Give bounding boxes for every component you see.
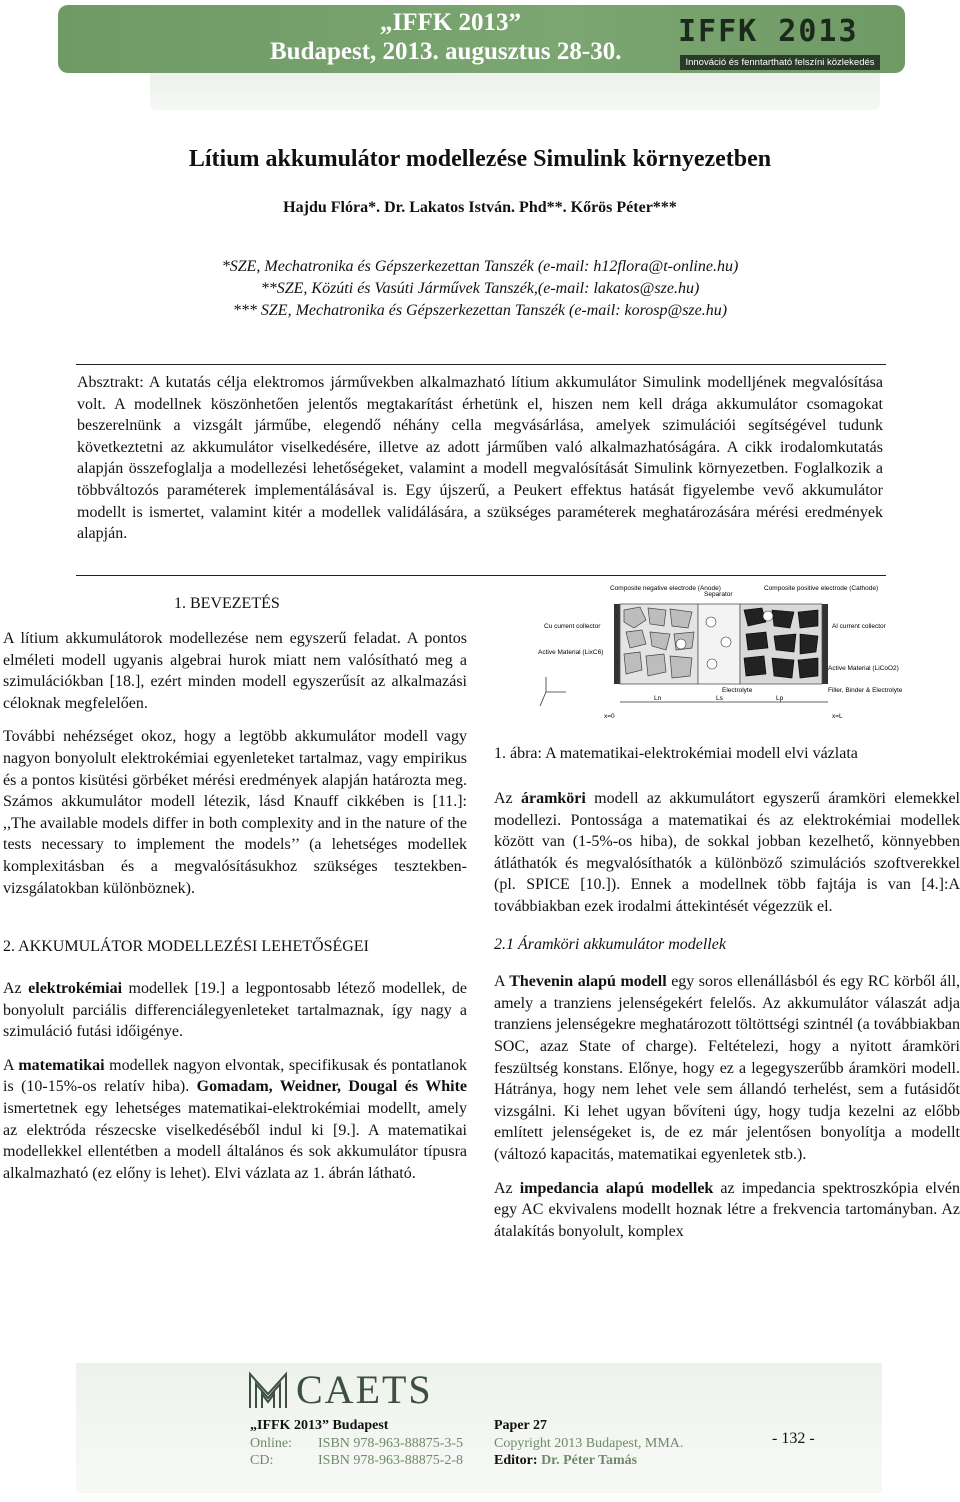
label-cathode: Composite positive electrode (Cathode)	[764, 585, 879, 592]
label-ln: Ln	[654, 695, 662, 702]
affiliation-1: *SZE, Mechatronika és Gépszerkezettan Tanszék (e-mail: h12flora@t-online.hu)	[221, 258, 739, 275]
cathode-particles	[744, 608, 818, 678]
footer-paper: Paper 27	[494, 1418, 548, 1433]
mathematical-paragraph: A matematikai modellek nagyon elvontak, specifikusak és pontatlanok is (10-15%-os relatív hiba). Gomadam, Weidner, Dougal és White ismertetnek egy lehetséges matematikai-elektrokémiai modellt, amely az elektróda részecske viselkedéséből indul ki [9.]. A matematikai modellekkel ellentétben a modell általános és sok akkumulátor típusra alkalmazható (ez előny is lehet). Elvi vázlata az 1. ábrán látható.	[3, 1056, 468, 1182]
caets-logo	[246, 1366, 476, 1416]
affiliation-3: *** SZE, Mechatronika és Gépszerkezettan Tanszék (e-mail: korosp@sze.hu)	[232, 302, 728, 319]
footer-band	[76, 1363, 882, 1493]
thevenin-paragraph: A Thevenin alapú modell egy soros ellenállásból és egy RC körből áll, amely a tranziens jelenségekért felelős. Az akkumulátor válaszát adja tranziens jelenségekre meghatározott töltöttségi szintnél (a továbbiakban SOC, azaz State of charge). Feltételezi, hogy a nyitott áramköri feszültség konstans. Előnye, hogy ez a legegyszerűbb áramköri modell. Hátránya, hogy nem lehet vele sem állandó terhelést, sem a futásidőt vizsgálni. Ki lehet ugyan bővíteni úgy, hogy tudja kezelni az előbb említett jelenségeket is, de ez már jelentősen bonyolítja a modellt (változó kapacitás, matematikai egyenletek stb.).	[494, 973, 960, 1163]
label-separator: Separator	[704, 591, 733, 598]
caets-emblem	[246, 1368, 290, 1412]
logo-text: IFFK 2013	[678, 14, 859, 49]
electrochemical-paragraph: Az elektrokémiai modellek [19.] a legpontosabb létező modellek, de bonyolult parciális differenciálegyenleteket tartalmaznak, így nagy a szimuláció futási időigénye.	[3, 980, 468, 1041]
label-active-pos: Active Material (LiCoO2)	[828, 665, 899, 672]
label-x0: x=0	[604, 713, 615, 720]
label-cu-collector: Cu current collector	[544, 623, 601, 630]
affiliation-2: **SZE, Közúti és Vasúti Járművek Tanszék,(e-mail: lakatos@sze.hu)	[260, 280, 700, 297]
paper-title: Lítium akkumulátor modellezése Simulink környezetben	[188, 146, 772, 172]
footer-online: Online: ISBN 978-963-88875-3-5	[250, 1436, 464, 1451]
label-active-neg: Active Material (LixC6)	[538, 649, 604, 656]
label-al-collector: Al current collector	[832, 623, 886, 630]
left-column-part1	[3, 628, 467, 911]
footer-conference: „IFFK 2013” Budapest	[250, 1418, 389, 1433]
conference-date: Budapest, 2013. augusztus 28-30.	[270, 38, 622, 65]
conference-title: „IFFK 2013”	[380, 9, 521, 36]
separator-region	[698, 604, 740, 684]
cu-collector-bar	[614, 604, 620, 684]
subsection-2-1-title: 2.1 Áramköri akkumulátor modellek	[494, 935, 726, 953]
term-mathematical: matematikai	[18, 1056, 105, 1074]
label-ls: Ls	[716, 695, 723, 702]
term-circuit: áramköri	[520, 790, 586, 807]
paper-authors: Hajdu Flóra*. Dr. Lakatos István. Phd**. Kőrös Péter***	[283, 199, 677, 216]
abstract-top-rule	[76, 364, 886, 365]
logo-subtitle: Innováció és fenntartható felszíni közlekedés	[680, 55, 880, 70]
al-collector-bar	[822, 604, 828, 684]
figure-1-caption: 1. ábra: A matematikai-elektrokémiai modell elvi vázlata	[494, 745, 858, 762]
footer-copyright: Copyright 2013 Budapest, MMA.	[494, 1436, 684, 1451]
label-electrolyte: Electrolyte	[722, 687, 753, 694]
right-column	[494, 788, 960, 1254]
label-lp: Lp	[776, 695, 784, 702]
section-1-title: 1. BEVEZETÉS	[174, 595, 280, 612]
authors-gomadam: Gomadam, Weidner, Dougal és White	[196, 1078, 467, 1096]
label-anode: Composite negative electrode (Anode)	[610, 585, 721, 592]
left-column-part2	[3, 978, 467, 1196]
intro-paragraph-2: További nehézséget okoz, hogy a legtöbb akkumulátor modell vagy nagyon bonyolult elektrokémiai egyenleteket tartalmaz, vagy empirikus és a pontos kisütési görbéket mérési eredmények alapján határozta meg. Számos akkumulátor modell létezik, lásd Knauff cikkében is [11.]: ,,The available models differ in both complexity and in the nature of the tests necessary to implement the models’’ (a lehetséges modellek komplexitásban és a megvalósításukhoz szükséges tesztekben-vizsgálatokban különböznek).	[3, 728, 467, 897]
intro-paragraph-1: A lítium akkumulátorok modellezése nem egyszerű feladat. A pontos elméleti modell ugyanis algebrai hurok miatt nem valósítható meg a szimulációkban [18.], ezért minden modell egyszerűsít az alkalmazási céloknak megfelelően.	[3, 630, 467, 712]
term-impedance: impedancia alapú modellek	[519, 1179, 714, 1197]
footer-cd: CD: ISBN 978-963-88875-2-8	[250, 1453, 464, 1468]
page-number: - 132 -	[772, 1430, 815, 1447]
circuit-model-paragraph: Az áramköri modell az akkumulátort egyszerű áramköri elemekkel modellezi. Pontossága a matematikai és az elektrokémiai modellek között van (1-5%-os hiba), de sokkal jobban kezelhető, könnyebben átláthatók és megvalósíthatók a különböző szimulációs szoftverekkel (pl. SPICE [10.]). Ennek a modellnek több fajtája is van [4.]:A továbbiakban ezek irodalmi áttekintését végezzük el.	[494, 790, 960, 915]
electrochemical-model-figure	[536, 582, 903, 724]
z-arrow	[540, 692, 546, 706]
section-2-title: 2. AKKUMULÁTOR MODELLEZÉSI LEHETŐSÉGEI	[3, 938, 369, 955]
abstract: Absztrakt: A kutatás célja elektromos járművekben alkalmazható lítium akkumulátor Simulink modelljének megvalósítása volt. A modellnek köszönhetően jelentős megtakarítást érhetünk el, hiszen nem kell drága akkumulátor csomagokat beszerelnünk a vizsgált járműbe, elegendő néhány cella megvásárlása, amelyek szimulációi segítségével tudunk következtetni az akkumulátor viselkedésére, illetve az adott járműben való alkalmazhatóságára. A cikk irodalomkutatás alapján összefoglalja a modellezési lehetőségeket, valamint a modell megvalósítását Simulink környezetben. Foglalkozik a többváltozós paraméterek implementálásával is. Egy újszerű, a Peukert effektus hatását figyelembe vevő akkumulátor modellt is ismertet, valamint kitér a modellek validálására, a szükséges paraméterek meghatározására mérési eredmények alapján.	[77, 374, 883, 543]
footer-editor: Editor: Dr. Péter Tamás	[494, 1453, 638, 1468]
caets-text: CAETS	[296, 1367, 433, 1412]
abstract-bottom-rule	[76, 575, 886, 576]
term-thevenin: Thevenin alapú modell	[509, 973, 667, 991]
label-filler: Filler, Binder & Electrolyte	[828, 687, 903, 694]
label-xl: x=L	[832, 713, 843, 720]
term-electrochemical: elektrokémiai	[28, 980, 123, 997]
impedance-paragraph: Az impedancia alapú modellek az impedancia spektroszkópia elvén egy AC ekvivalens modellt hoznak létre a frekvencia tartományban. Az átalakítás bonyolult, komplex	[494, 1179, 960, 1240]
